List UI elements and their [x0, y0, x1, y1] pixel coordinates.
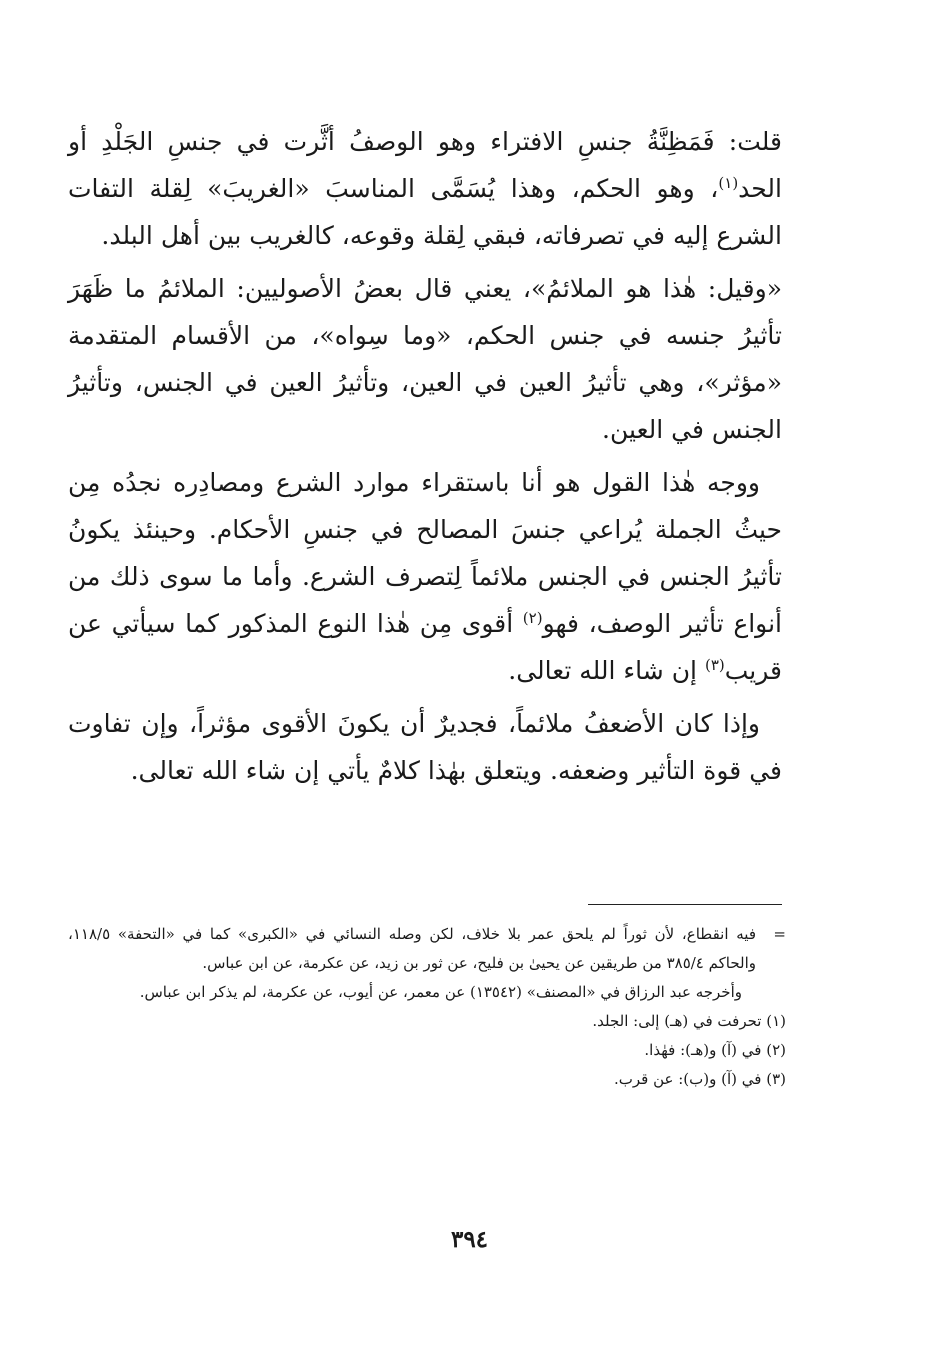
paragraph-1: قلت: فَمَظِنَّةُ جنسِ الافتراء وهو الوصفُ أثَّرت في جنسِ الجَلْدِ أو الحد$^{(١)}$، وهو الحكم، وهذا يُسَمَّى المناسبَ «الغريبَ» لِقلة التفات الشرع إليه في تصرفاته، فبقي لِقلة وقوعه، كالغريب بين أهل البلد. [68, 127, 782, 250]
main-text [68, 118, 782, 800]
footnote-continuation-paragraph: وأخرجه عبد الرزاق في «المصنف» (١٣٥٤٢) عن معمر، عن أيوب، عن عكرمة، لم يذكر ابن عباس. [139, 983, 742, 1001]
footnotes [68, 920, 786, 1094]
footnote-3: (٣) في (آ) و(ب): عن قرب. [614, 1070, 786, 1088]
page-number: ٣٩٤ [450, 1226, 489, 1253]
footnote-ref-2: (٢) [522, 609, 543, 627]
paragraph-2: «وقيل: هٰذا هو الملائمُ»، يعني قال بعضُ الأصوليين: الملائمُ ما ظَهَرَ تأثيرُ جنسه في جنس الحكم، «وما سِواه»، من الأقسام المتقدمة «مؤثر»، وهي تأثيرُ العين في العين، وتأثيرُ العين في الجنس، وتأثيرُ الجنس في العين. [68, 274, 782, 444]
footnote-2: (٢) في (آ) و(هـ): فهٰذا. [644, 1041, 786, 1059]
continuation-mark: = [773, 925, 786, 943]
footnote-ref-1: (١) [718, 174, 739, 192]
paragraph-3: ووجه هٰذا القول هو أنا باستقراء موارد الشرع ومصادِره نجدُه مِن حيثُ الجملة يُراعي جنسَ المصالح في جنسِ الأحكام. وحينئذ يكونُ تأثيرُ الجنس في الجنس ملائماً لِتصرف الشرع. وأما ما سوى ذلك من أنواع تأثير الوصف، فهو$^{(٢)}$ أقوى مِن هٰذا النوع المذكور كما سيأتي عن قريب$^{(٣)}$ إن شاء الله تعالى. [68, 468, 783, 685]
footnote-continuation: = فيه انقطاع، لأن ثوراً لم يلحق عمر بلا خلاف، لكن وصله النسائي في «الكبرى» كما في «التحفة» ١١٨/٥، والحاكم ٣٨٥/٤ من طريقين عن يحيىٰ بن فليح، عن ثور بن زيد، عن عكرمة، عن ابن عباس. [68, 920, 786, 978]
footnote-ref-3: (٣) [704, 656, 725, 674]
footnote-separator [588, 904, 782, 905]
footnote-1: (١) تحرفت في (هـ) إلى: الجلد. [592, 1012, 786, 1030]
paragraph-4: وإذا كان الأضعفُ ملائماً، فجديرٌ أن يكونَ الأقوى مؤثراً، وإن تفاوت في قوة التأثير وضعفه. ويتعلق بهٰذا كلامٌ يأتي إن شاء الله تعالى. [68, 709, 782, 785]
